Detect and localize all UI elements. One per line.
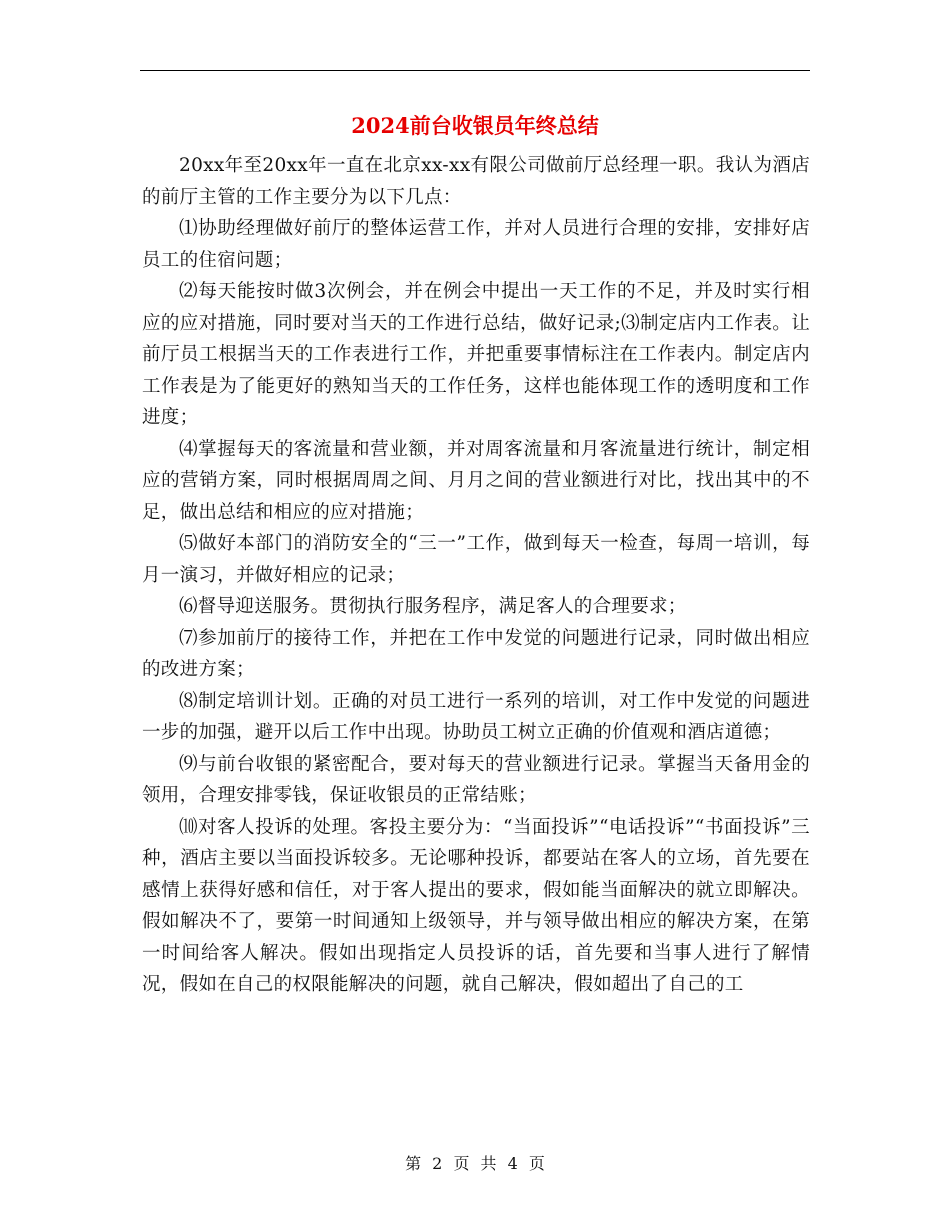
document-title: 2024前台收银员年终总结: [351, 113, 599, 138]
paragraph-item-6: ⑹督导迎送服务。贯彻执行服务程序，满足客人的合理要求；: [179, 596, 687, 617]
page-number: 第 2 页 共 4 页: [405, 1154, 545, 1173]
paragraph-item-1: ⑴协助经理做好前厅的整体运营工作，并对人员进行合理的安排，安排好店员工的住宿问题；: [142, 218, 810, 271]
paragraph-item-7: ⑺参加前厅的接待工作，并把在工作中发觉的问题进行记录，同时做出相应的改进方案；: [142, 627, 810, 680]
paragraph-item-4: ⑷掌握每天的客流量和营业额，并对周客流量和月客流量进行统计，制定相应的营销方案，同时根据周周之间、月月之间的营业额进行对比，找出其中的不足，做出总结和相应的应对措施；: [142, 438, 810, 523]
paragraph-item-8: ⑻制定培训计划。正确的对员工进行一系列的培训，对工作中发觉的问题进一步的加强，避开以后工作中出现。协助员工树立正确的价值观和酒店道德；: [142, 690, 810, 743]
header-rule: [140, 70, 810, 71]
paragraph-item-5: ⑸做好本部门的消防安全的“三一”工作，做到每天一检查，每周一培训，每月一演习，并做好相应的记录；: [142, 533, 810, 586]
document-body: [142, 150, 810, 1001]
paragraph-intro: 20xx年至20xx年一直在北京xx-xx有限公司做前厅总经理一职。我认为酒店的前厅主管的工作主要分为以下几点：: [142, 155, 810, 208]
paragraph-item-9: ⑼与前台收银的紧密配合，要对每天的营业额进行记录。掌握当天备用金的领用，合理安排零钱，保证收银员的正常结账；: [142, 753, 810, 806]
paragraph-item-10: ⑽对客人投诉的处理。客投主要分为：“当面投诉”“电话投诉”“书面投诉”三种，酒店主要以当面投诉较多。无论哪种投诉，都要站在客人的立场，首先要在感情上获得好感和信任，对于客人提出的要求，假如能当面解决的就立即解决。假如解决不了，要第一时间通知上级领导，并与领导做出相应的解决方案，在第一时间给客人解决。假如出现指定人员投诉的话，首先要和当事人进行了解情况，假如在自己的权限能解决的问题，就自己解决，假如超出了自己的工: [142, 816, 810, 995]
paragraph-item-2-3: ⑵每天能按时做3次例会，并在例会中提出一天工作的不足，并及时实行相应的应对措施，同时要对当天的工作进行总结，做好记录;⑶制定店内工作表。让前厅员工根据当天的工作表进行工作，并把重要事情标注在工作表内。制定店内工作表是为了能更好的熟知当天的工作任务，这样也能体现工作的透明度和工作进度；: [142, 281, 810, 428]
